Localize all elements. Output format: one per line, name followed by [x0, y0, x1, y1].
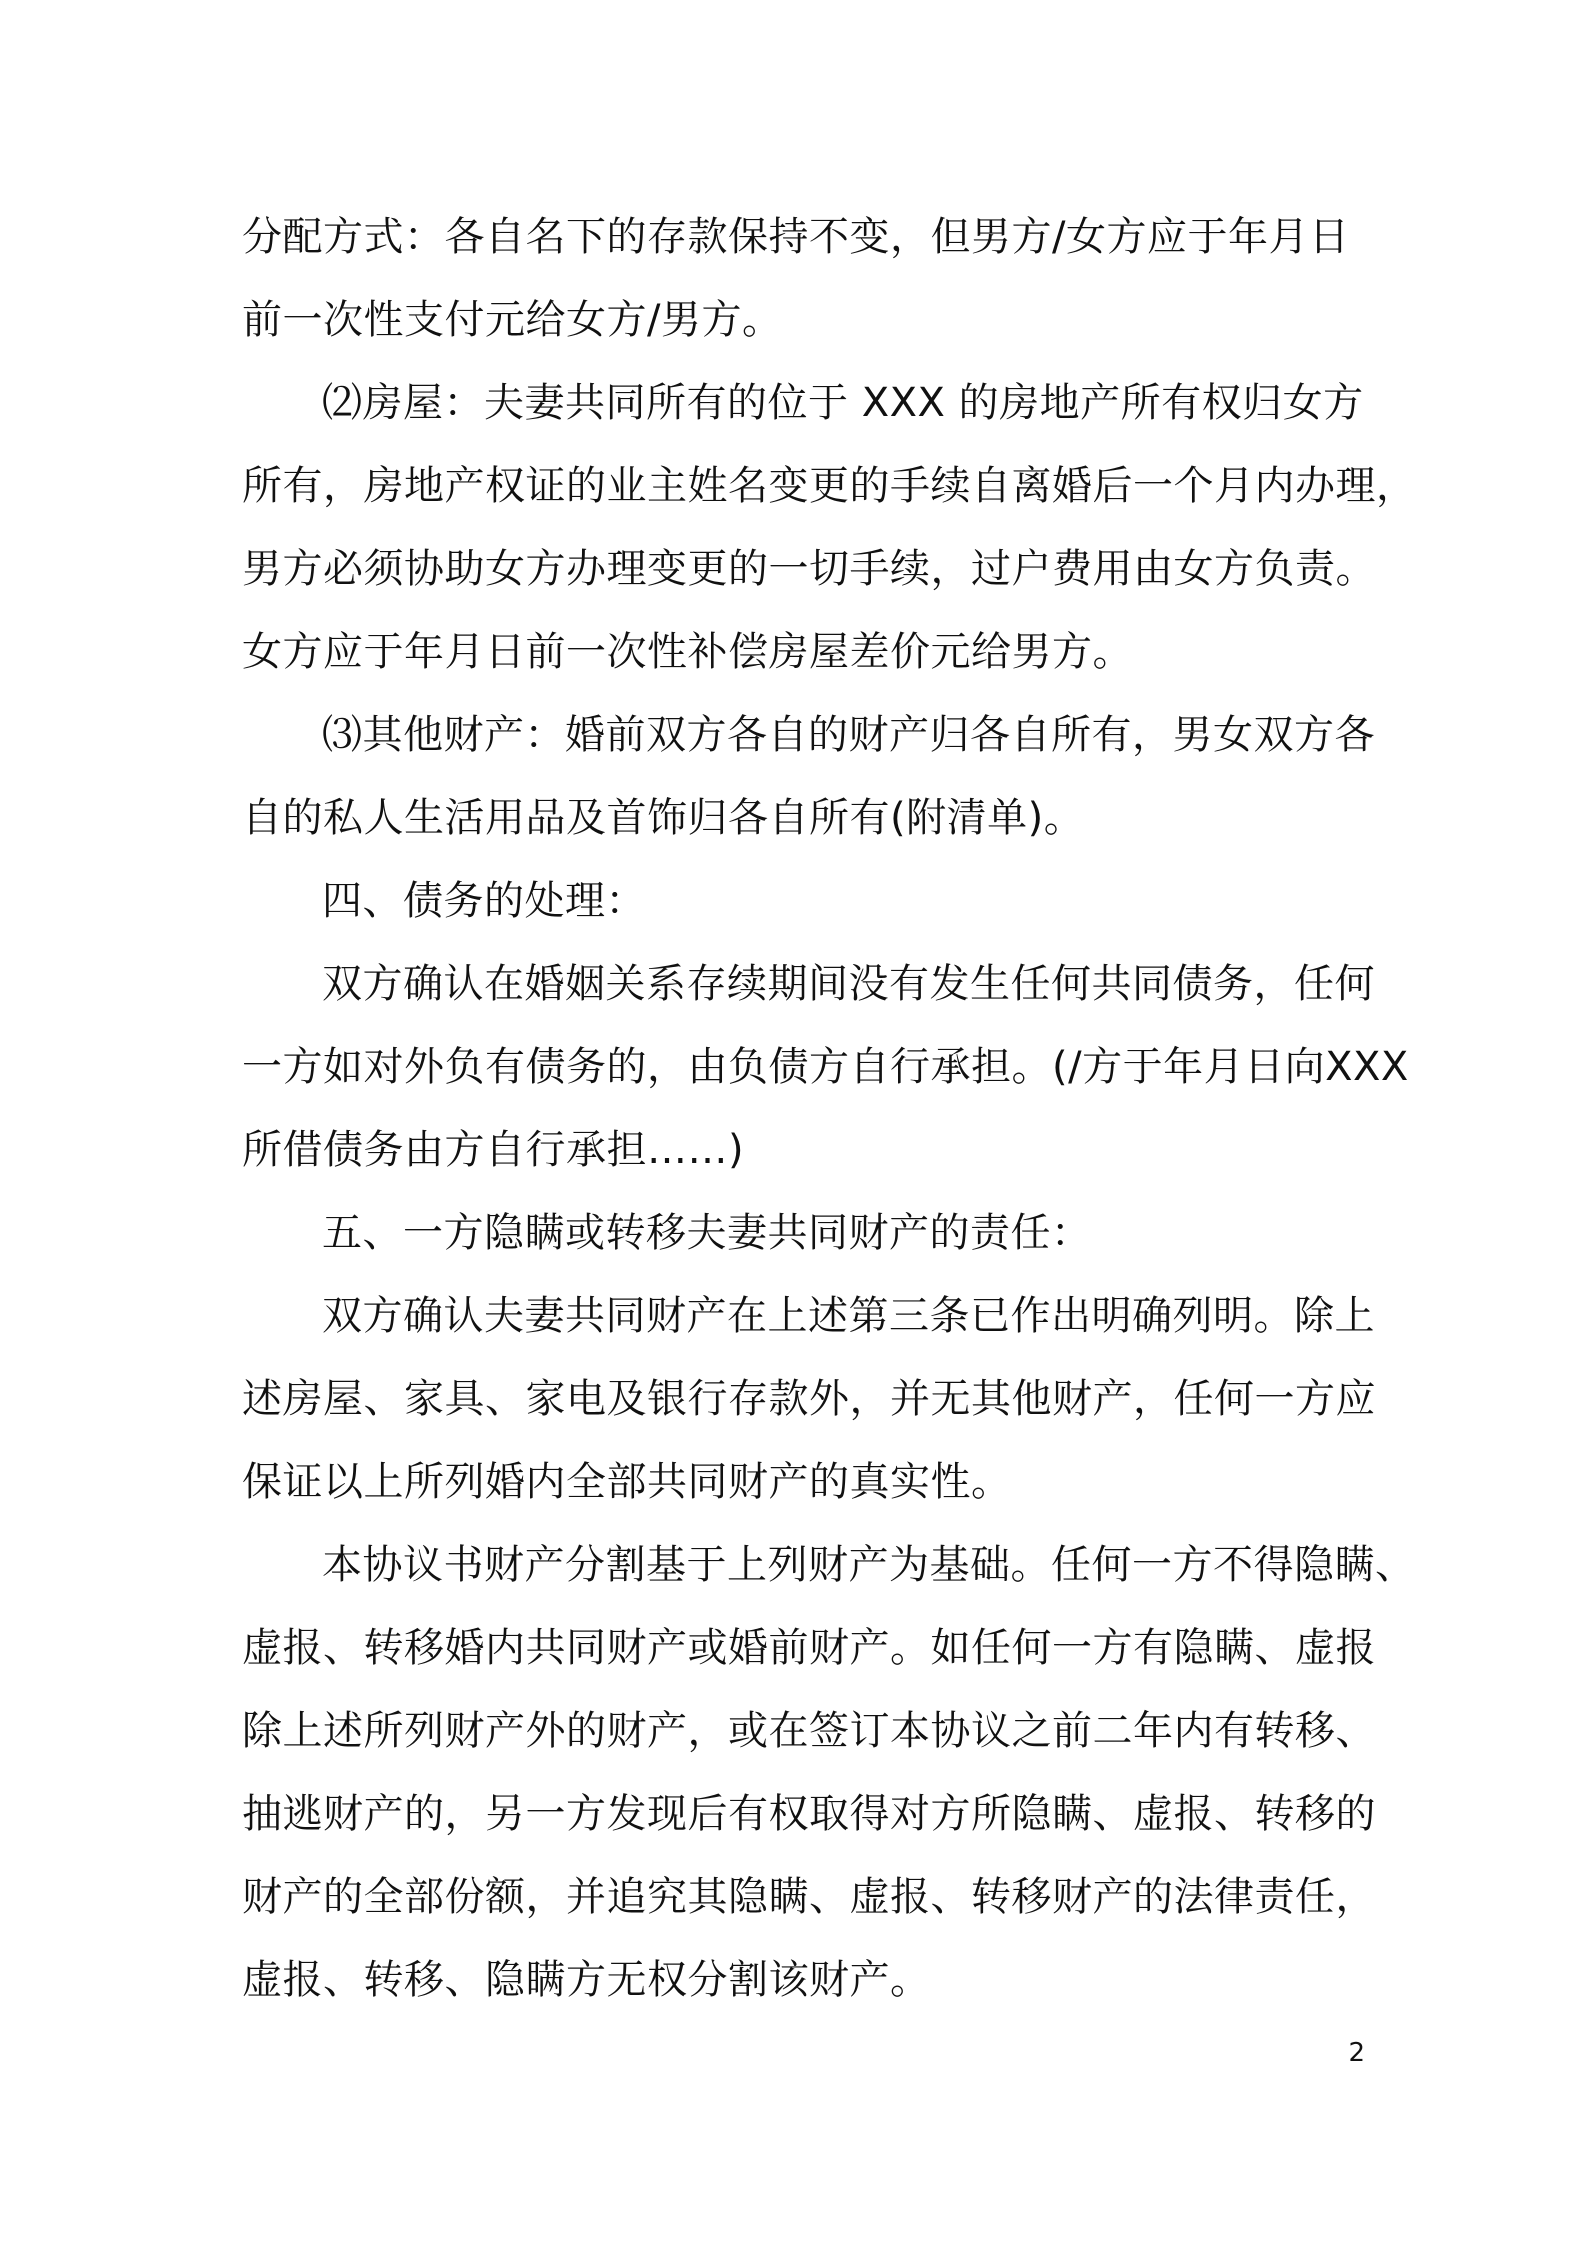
- text-line: 所借债务由方自行承担……): [242, 1127, 745, 1173]
- text-line: 一方如对外负有债务的，由负债方自行承担。(/方于年月日向XXX: [242, 1044, 1409, 1090]
- section-heading-concealment: 五、一方隐瞒或转移夫妻共同财产的责任：: [322, 1210, 1092, 1256]
- text-line: 保证以上所列婚内全部共同财产的真实性。: [242, 1459, 1012, 1505]
- section-heading-debts: 四、债务的处理：: [322, 878, 646, 924]
- text-line: 男方必须协助女方办理变更的一切手续，过户费用由女方负责。: [242, 546, 1376, 592]
- text-line: 虚报、转移婚内共同财产或婚前财产。如任何一方有隐瞒、虚报: [242, 1625, 1376, 1671]
- text-line: 女方应于年月日前一次性补偿房屋差价元给男方。: [242, 629, 1133, 675]
- text-line: 除上述所列财产外的财产，或在签订本协议之前二年内有转移、: [242, 1708, 1376, 1754]
- page-number: 2: [1348, 2038, 1365, 2068]
- document-body: [242, 196, 1417, 2022]
- text-line: 分配方式：各自名下的存款保持不变，但男方/女方应于年月日: [242, 214, 1350, 260]
- text-line: ⑵房屋：夫妻共同所有的位于 XXX 的房地产所有权归女方: [322, 380, 1364, 426]
- text-line: 抽逃财产的，另一方发现后有权取得对方所隐瞒、虚报、转移的: [242, 1791, 1376, 1837]
- text-line: 财产的全部份额，并追究其隐瞒、虚报、转移财产的法律责任，: [242, 1874, 1376, 1920]
- text-line: 本协议书财产分割基于上列财产为基础。任何一方不得隐瞒、: [322, 1542, 1416, 1588]
- text-line: 述房屋、家具、家电及银行存款外，并无其他财产，任何一方应: [242, 1376, 1376, 1422]
- text-line: 前一次性支付元给女方/男方。: [242, 297, 783, 343]
- text-line: ⑶其他财产：婚前双方各自的财产归各自所有，男女双方各: [322, 712, 1375, 758]
- text-line: 自的私人生活用品及首饰归各自所有(附清单)。: [242, 795, 1085, 841]
- text-line: 双方确认夫妻共同财产在上述第三条已作出明确列明。除上: [322, 1293, 1375, 1339]
- text-line: 虚报、转移、隐瞒方无权分割该财产。: [242, 1957, 931, 2003]
- text-line: 所有，房地产权证的业主姓名变更的手续自离婚后一个月内办理，: [242, 463, 1417, 509]
- text-line: 双方确认在婚姻关系存续期间没有发生任何共同债务，任何: [322, 961, 1375, 1007]
